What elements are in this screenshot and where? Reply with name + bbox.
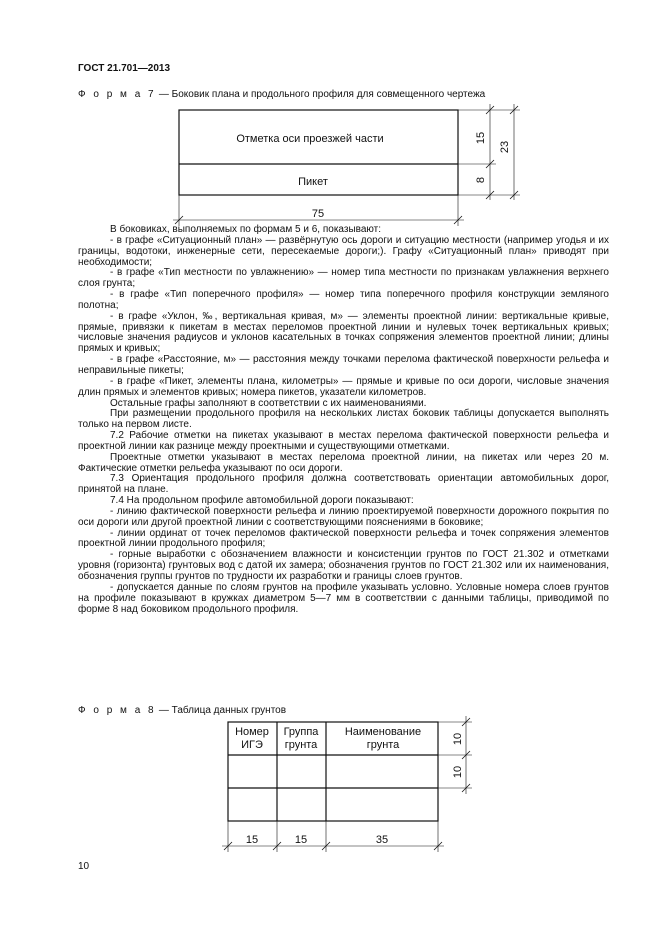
form8-dim-15a: 15 <box>245 834 259 846</box>
paragraph: 7.4 На продольном профиле автомобильной дороги показывают: <box>110 495 414 507</box>
form7-dim-23: 23 <box>499 140 511 154</box>
form8-col1-header-line1: Номер <box>235 726 269 738</box>
paragraph: - допускается данные по слоям грунтов на профиле указывать условно. Условные номера слоев грунтов на профиле показывают в кружках диаметром 5—7 мм в соответствии с данными таблицы, приводимой по форме 8 над боковиком продольного профиля. <box>78 581 609 615</box>
paragraph: - в графе «Ситуационный план» — развёрнутую ось дороги и ситуацию местности (например угодья и их границы, водотоки, инженерные сети, пересекаемые дороги;). Графу «Ситуационный план» приводят при необходимости; <box>78 234 609 268</box>
form7-row2-label: Пикет <box>298 176 328 188</box>
paragraph: При размещении продольного профиля на нескольких листах боковик таблицы допускается выполнять только на первом листе. <box>78 408 609 431</box>
paragraph: Остальные графы заполняют в соответствии с их наименованиями. <box>110 397 427 409</box>
form7-row1-label: Отметка оси проезжей части <box>236 133 384 145</box>
paragraph: Проектные отметки указывают в местах перелома проектной линии, на пикетах или через 20 м. Фактические отметки рельефа указывают по оси дороги. <box>78 451 609 474</box>
document-header: ГОСТ 21.701—2013 <box>78 63 171 74</box>
form8-dim-15b: 15 <box>294 834 308 846</box>
form7-dim-8: 8 <box>475 176 487 184</box>
paragraph: - в графе «Расстояние, м» — расстояния между точками перелома фактической поверхности рельефа и неправильные пикеты; <box>78 354 609 376</box>
paragraph: - горные выработки с обозначением влажности и консистенции грунтов по ГОСТ 21.302 и отметками уровня (горизонта) грунтовых вод с датой их замера; обозначения грунтов по ГОСТ 21.302 или их наименования, обозначения группы грунтов по трудности их разработки и границы слоев грунтов. <box>78 549 609 582</box>
form8-caption-text: — Таблица данных грунтов <box>156 705 287 716</box>
paragraph: - в графе «Тип местности по увлажнению» — номер типа местности по признакам увлажнения верхнего слоя грунта; <box>78 267 609 290</box>
paragraph: - линию фактической поверхности рельефа и линию проектируемой поверхности дорожного покрытия по оси дороги или другой проектной линии с соответствующими пояснениями в боковике; <box>78 505 609 528</box>
form8-col3-header-line2: грунта <box>366 739 400 751</box>
paragraph: В боковиках, выполняемых по формам 5 и 6, показывают: <box>110 224 382 235</box>
paragraph: - в графе «Тип поперечного профиля» — номер типа поперечного профиля конструкции земляного полотна; <box>78 289 609 311</box>
paragraph: - в графе «Пикет, элементы плана, километры» — прямые и кривые по оси дороги, числовые значения длин прямых и элементов кривых; номера пикетов, указатели километров. <box>78 375 609 398</box>
paragraph: 7.2 Рабочие отметки на пикетах указывают в местах перелома фактической поверхности рельефа и проектной линии как разнице между проектными и существующими отметками. <box>78 430 609 452</box>
form8-col3-header-line1: Наименование <box>344 726 422 738</box>
form8-col2-header-line1: Группа <box>283 726 319 738</box>
form8-col2-header-line2: грунта <box>284 739 318 751</box>
form8-dim-10a: 10 <box>452 732 464 746</box>
page-number: 10 <box>78 861 90 872</box>
paragraph: 7.3 Ориентация продольного профиля должна соответствовать ориентации автомобильных дорог, принятой на плане. <box>78 473 609 496</box>
paragraph: - линии ординат от точек переломов фактической поверхности рельефа и точек сопряжения элементов проектной линии продольного профиля; <box>78 527 609 550</box>
form8-col1-header-line2: ИГЭ <box>241 739 263 751</box>
form7-caption-text: — Боковик плана и продольного профиля для совмещенного чертежа <box>156 89 486 100</box>
form7-label: Ф о р м а 7 <box>78 89 157 100</box>
form8-dim-35: 35 <box>375 834 389 846</box>
form7-dim-75: 75 <box>311 208 325 220</box>
form7-dim-15: 15 <box>475 131 487 145</box>
form8-dim-10b: 10 <box>452 765 464 779</box>
form8-label: Ф о р м а 8 <box>78 705 157 716</box>
paragraph: - в графе «Уклон, ‰, вертикальная кривая, м» — элементы проектной линии: вертикальные кривые, прямые, привязки к пикетам в местах переломов проектной линии и нулевых точек вертикальных кривых; числовые значения радиусов и уклонов касательных в точках сопряжения элементов проектной линии; длины прямых и кривых; <box>78 310 609 355</box>
